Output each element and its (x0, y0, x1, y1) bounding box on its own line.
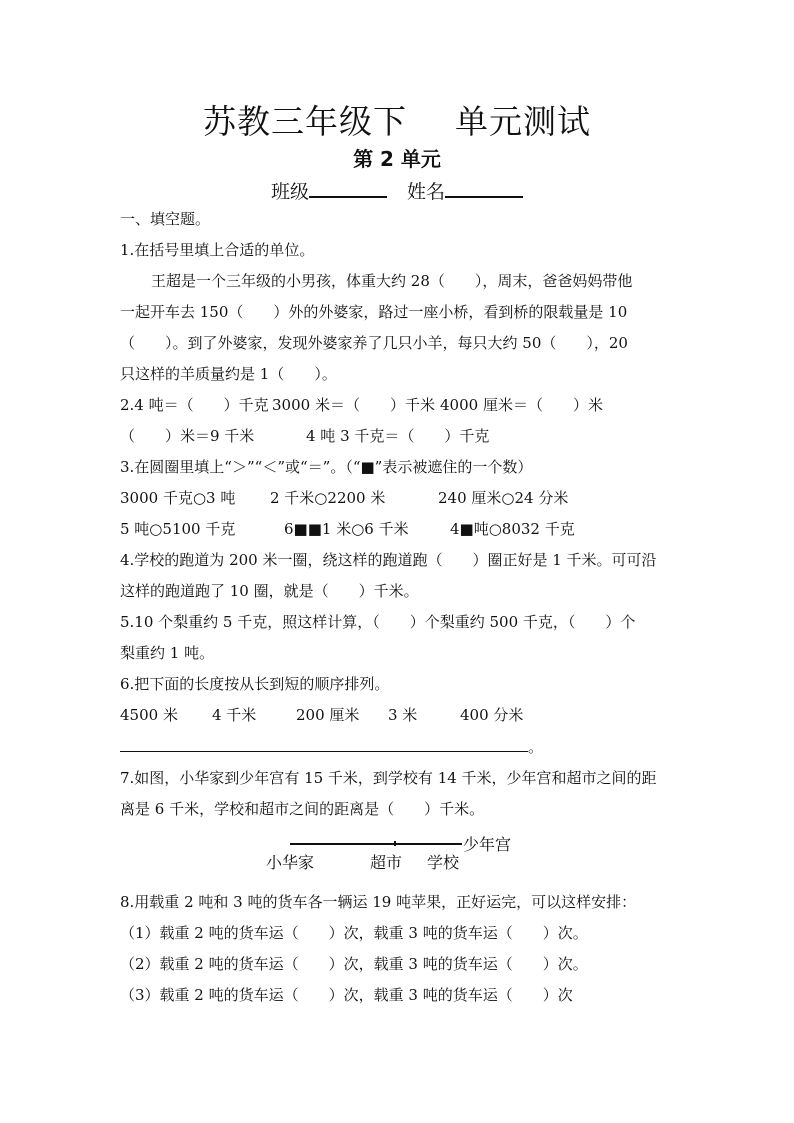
q8-option: （2）载重 2 吨的货车运（ ）次，载重 3 吨的货车运（ ）次。 (120, 955, 588, 973)
label-school: 学校 (427, 853, 460, 872)
q6-answer-line[interactable] (120, 731, 528, 752)
q6-length: 200 厘米 (296, 706, 360, 724)
q5-line: 5.10 个梨重约 5 千克，照这样计算，（ ）个梨重约 500 千克，（ ）个 (120, 613, 636, 631)
class-label: 班级 (270, 181, 309, 203)
q2-item: 4000 厘米＝（ ）米 (440, 396, 603, 414)
q1-line: （ ）。到了外婆家，发现外婆家养了几只小羊，每只大约 50（ ），20 (120, 334, 628, 352)
q3-stem: 3.在圆圈里填上“＞”“＜”或“＝”。（“■”表示被遮住的一个数） (120, 458, 533, 476)
unit-subtitle: 第 2 单元 (353, 147, 441, 171)
q2-item: 2.4 吨＝（ ）千克 (120, 396, 269, 414)
class-blank[interactable] (309, 178, 387, 198)
q2-item: 4 吨 3 千克＝（ ）千克 (306, 427, 490, 445)
q2-item: （ ）米＝9 千米 (120, 427, 255, 445)
q6-end-mark: 。 (528, 738, 544, 756)
q1-line: 王超是一个三年级的小男孩，体重大约 28（ ），周末，爸爸妈妈带他 (151, 272, 633, 290)
student-info-line (0, 177, 794, 204)
q6-length: 400 分米 (460, 706, 524, 724)
label-home: 小华家 (266, 853, 315, 872)
q3-row (120, 483, 680, 514)
q4-line: 这样的跑道跑了 10 圈，就是（ ）千米。 (120, 582, 419, 600)
q3-item: 6■■1 米○6 千米 (284, 520, 409, 538)
name-label: 姓名 (407, 181, 446, 203)
q5-line: 梨重约 1 吨。 (120, 644, 215, 662)
q6-length: 3 米 (388, 706, 418, 724)
title-left: 苏教三年级下 (203, 102, 407, 141)
q7-line: 离是 6 千米，学校和超市之间的距离是（ ）千米。 (120, 800, 485, 818)
q1-line: 一起开车去 150（ ）外的外婆家，路过一座小桥，看到桥的限载量是 10 (120, 303, 628, 321)
q2-row (120, 390, 680, 421)
q6-stem: 6.把下面的长度按从长到短的顺序排列。 (120, 675, 390, 693)
q6-answer (120, 731, 680, 763)
q7-line: 7.如图，小华家到少年宫有 15 千米，到学校有 14 千米，少年宫和超市之间的距 (120, 769, 657, 787)
q3-item: 2 千米○2200 米 (270, 489, 386, 507)
q3-item: 5 吨○5100 千克 (120, 520, 236, 538)
section-heading: 一、填空题。 (120, 210, 211, 228)
q6-length: 4500 米 (120, 706, 178, 724)
q3-item: 3000 千克○3 吨 (120, 489, 236, 507)
q6-length: 4 千米 (212, 706, 257, 724)
q4-line: 4.学校的跑道为 200 米一圈，绕这样的跑道跑（ ）圈正好是 1 千米。可可沿 (120, 551, 657, 569)
q2-row (120, 421, 680, 452)
road-tick (394, 841, 396, 846)
q3-item: 4■吨○8032 千克 (450, 520, 575, 538)
q2-item: 3000 米＝（ ）千米 (272, 396, 435, 414)
q3-item: 240 厘米○24 分米 (438, 489, 569, 507)
q3-row (120, 514, 680, 545)
q8-stem: 8.用载重 2 吨和 3 吨的货车各一辆运 19 吨苹果，正好运完，可以这样安排： (120, 893, 637, 911)
name-blank[interactable] (445, 178, 523, 198)
road-line (290, 843, 462, 845)
distance-diagram (120, 825, 680, 887)
label-youth-palace: 少年宫 (463, 835, 512, 854)
label-market: 超市 (370, 853, 403, 872)
page-title (0, 96, 794, 143)
worksheet-body (120, 204, 680, 1011)
q8-option: （1）载重 2 吨的货车运（ ）次，载重 3 吨的货车运（ ）次。 (120, 924, 588, 942)
q1-stem: 1.在括号里填上合适的单位。 (120, 241, 315, 259)
title-right: 单元测试 (455, 102, 591, 141)
q6-items (120, 700, 680, 731)
q1-line: 只这样的羊质量约是 1（ ）。 (120, 365, 337, 383)
q8-option: （3）载重 2 吨的货车运（ ）次，载重 3 吨的货车运（ ）次 (120, 986, 573, 1004)
